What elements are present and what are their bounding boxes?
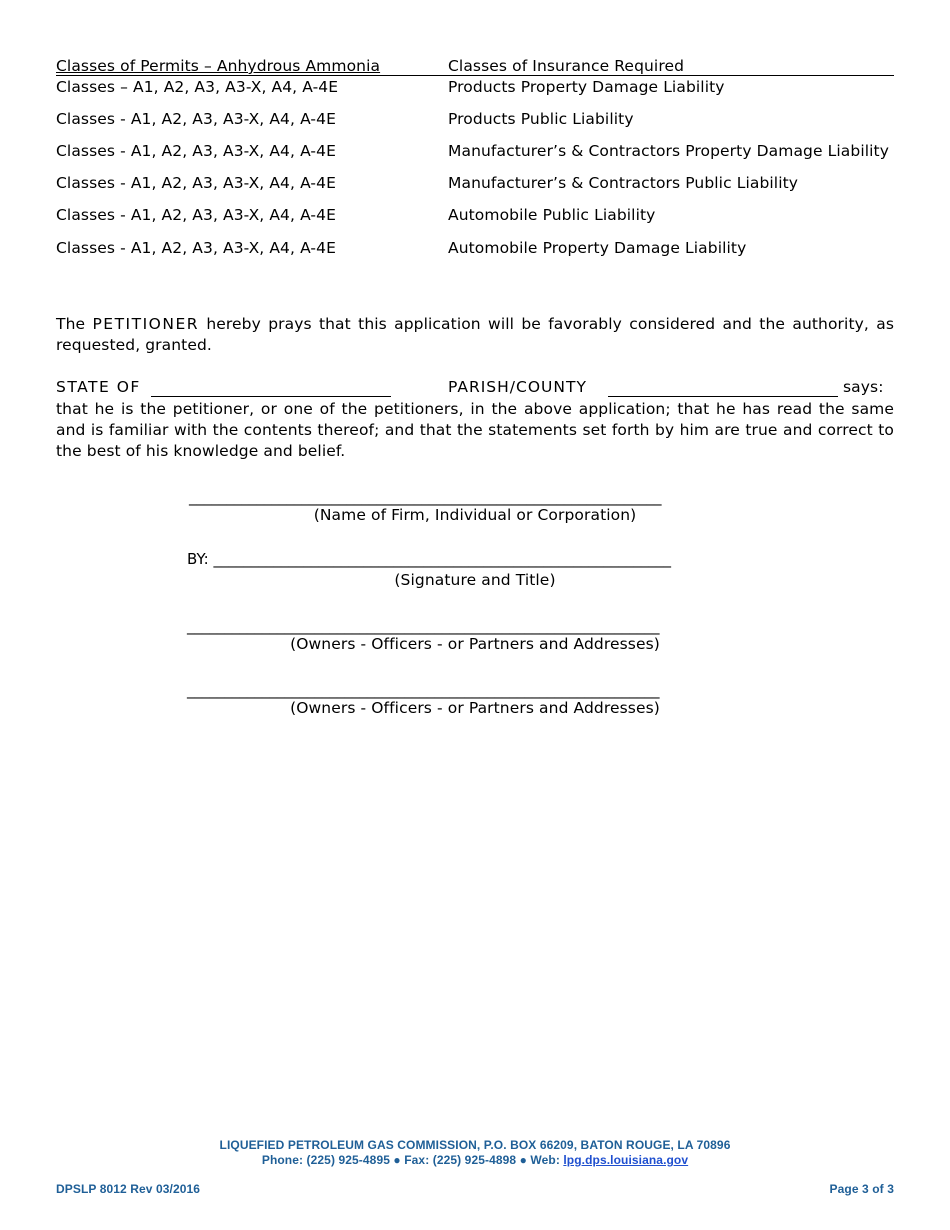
- permit-classes: Classes - A1, A2, A3, A3-X, A4, A-4E: [56, 110, 336, 128]
- petitioner-word: PETITIONER: [92, 315, 200, 333]
- page-number: Page 3 of 3: [829, 1182, 894, 1196]
- header-rule: [56, 75, 894, 76]
- firm-name-line[interactable]: _______________________________________________________________: [189, 488, 662, 506]
- table-row: [56, 174, 894, 194]
- insurance-class: Manufacturer’s & Contractors Property Damage Liability: [448, 142, 890, 160]
- owners-caption-2: (Owners - Officers - or Partners and Addresses): [290, 699, 660, 717]
- table-row: [56, 206, 894, 226]
- insurance-class: Products Property Damage Liability: [448, 78, 725, 96]
- permit-classes: Classes - A1, A2, A3, A3-X, A4, A-4E: [56, 239, 336, 257]
- permit-classes: Classes - A1, A2, A3, A3-X, A4, A-4E: [56, 174, 336, 192]
- form-id: DPSLP 8012 Rev 03/2016: [56, 1182, 201, 1196]
- state-label: STATE OF: [56, 378, 141, 396]
- table-row: [56, 239, 894, 259]
- owners-line-2[interactable]: _______________________________________________________________: [187, 681, 660, 699]
- table-row: [56, 110, 894, 130]
- insurance-class: Manufacturer’s & Contractors Public Liability: [448, 174, 799, 192]
- firm-name-caption: (Name of Firm, Individual or Corporation): [313, 506, 637, 524]
- table-row: [56, 78, 894, 98]
- owners-caption-1: (Owners - Officers - or Partners and Addresses): [290, 635, 660, 653]
- permits-column-header: Classes of Permits – Anhydrous Ammonia: [56, 57, 381, 75]
- insurance-class: Automobile Property Damage Liability: [448, 239, 747, 257]
- owners-line-1[interactable]: _______________________________________________________________: [187, 617, 660, 635]
- permit-classes: Classes – A1, A2, A3, A3-X, A4, A-4E: [56, 78, 339, 96]
- signature-line[interactable]: BY: _____________________________________________________________: [187, 550, 671, 568]
- permit-classes: Classes - A1, A2, A3, A3-X, A4, A-4E: [56, 206, 336, 224]
- parish-field[interactable]: [608, 396, 838, 397]
- by-label: BY:: [187, 550, 209, 568]
- footer-contact: [0, 1153, 950, 1167]
- footer-web-link[interactable]: lpg.dps.louisiana.gov: [563, 1153, 689, 1167]
- permit-classes: Classes - A1, A2, A3, A3-X, A4, A-4E: [56, 142, 336, 160]
- affidavit-paragraph: that he is the petitioner, or one of the petitioners, in the above application; that he has read the same and is familiar with the contents thereof; and that the statements set forth by him are true and correct to the best of his knowledge and belief.: [56, 400, 894, 460]
- says-label: says:: [843, 378, 884, 396]
- footer-address: LIQUEFIED PETROLEUM GAS COMMISSION, P.O. BOX 66209, BATON ROUGE, LA 70896: [219, 1138, 731, 1152]
- petition-text: hereby prays that this application will be favorably considered and the authority, as requested, granted.: [56, 315, 894, 354]
- parish-label: PARISH/COUNTY: [448, 378, 587, 396]
- footer-contact-text: Phone: (225) 925-4895 ● Fax: (225) 925-4898 ● Web:: [261, 1153, 560, 1167]
- state-field[interactable]: [151, 396, 391, 397]
- signature-caption: (Signature and Title): [394, 571, 556, 589]
- insurance-class: Automobile Public Liability: [448, 206, 656, 224]
- insurance-column-header: Classes of Insurance Required: [448, 57, 685, 75]
- petition-paragraph: [56, 314, 894, 356]
- table-row: [56, 142, 894, 162]
- petition-lead: The: [56, 315, 86, 333]
- insurance-class: Products Public Liability: [448, 110, 634, 128]
